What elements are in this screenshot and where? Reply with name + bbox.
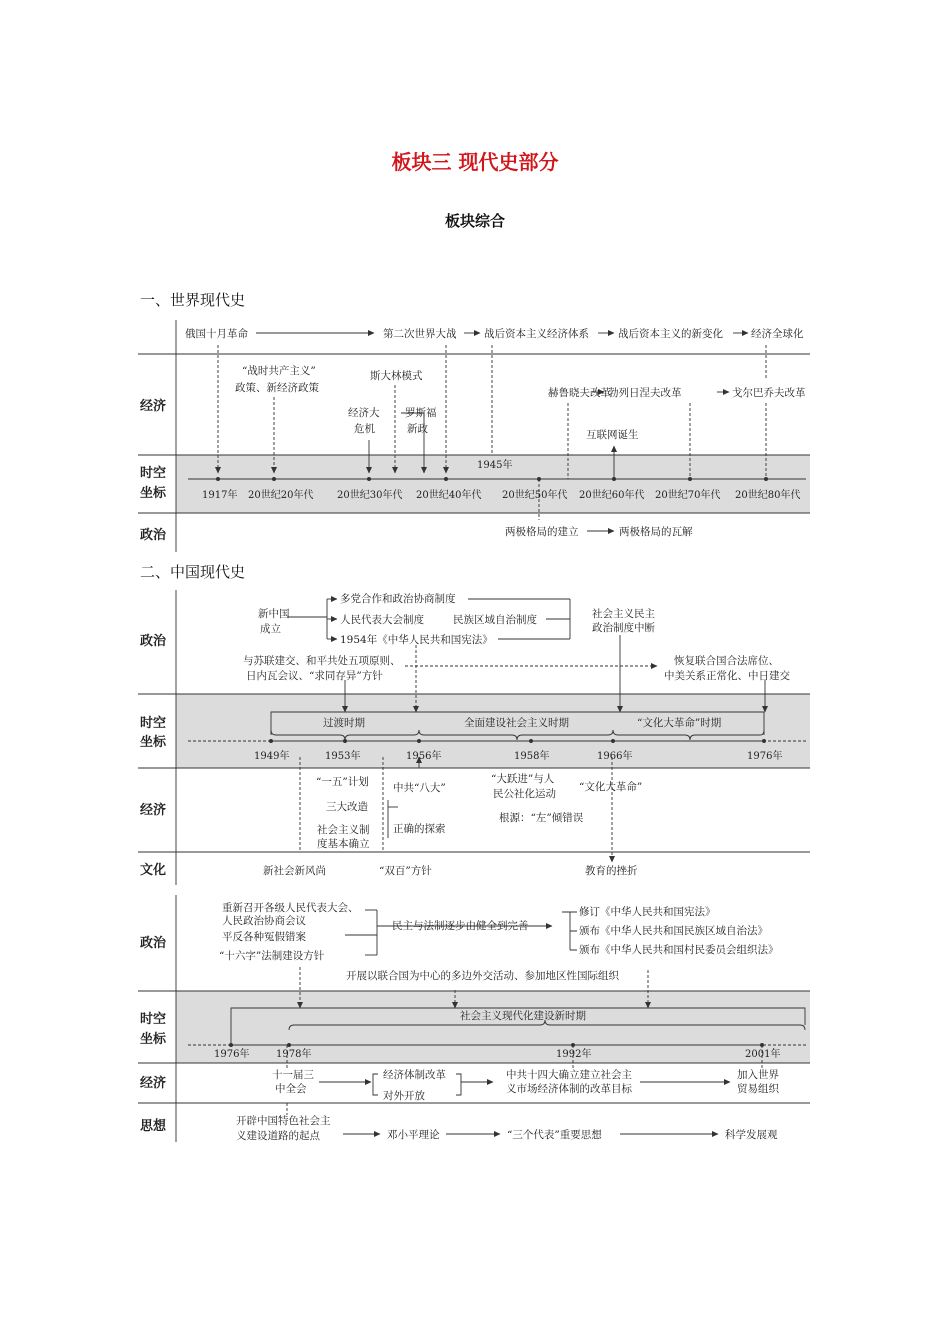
china1-row-politics: 政治 [140,634,167,649]
system-label: 1954年《中华人民共和国宪法》 [340,634,493,646]
year-label: 1917年 [202,490,238,501]
opening-label: 对外开放 [383,1090,425,1102]
chain-item: 战后资本主义经济体系 [484,328,589,340]
year-label: 20世纪80年代 [735,490,801,501]
system-label: 多党合作和政治协商制度 [340,593,456,605]
page-subtitle: 板块综合 [444,212,505,230]
year-label: 20世纪20年代 [248,490,314,501]
stalin-label: 斯大林模式 [370,370,423,382]
bipolar-label: 两极格局的瓦解 [619,526,693,538]
year-label: 1978年 [276,1049,312,1060]
reform-label: 赫鲁晓夫改革 [548,387,611,399]
reform-label: 戈尔巴乔夫改革 [732,387,806,399]
eighth-label: 中共“八大” [393,782,446,794]
page-title: 板块三 现代史部分 [391,150,559,174]
diplo-label: 日内瓦会议、“求同存异”方针 [246,670,383,682]
law-label: 颁布《中华人民共和国民族区域自治法》 [579,925,768,937]
chain-item: 俄国十月革命 [185,328,248,340]
plenum-label: 中全会 [275,1083,307,1095]
founding-label: 成立 [260,623,281,635]
year-label: 1953年 [325,751,361,762]
econreform-label: 经济体制改革 [383,1069,446,1081]
year-label: 20世纪40年代 [416,490,482,501]
wartime-label: “战时共产主义” [242,365,316,377]
law-label: 修订《中华人民共和国宪法》 [579,906,716,918]
leap-label: “大跃进”与人 [491,773,555,785]
china2-row-economy: 经济 [140,1076,167,1091]
fourteenth-label: 中共十四大确立建立社会主 [506,1069,632,1081]
restore-label: 中美关系正常化、中日建交 [664,670,790,682]
founding-label: 新中国 [258,608,290,620]
year-label: 20世纪70年代 [655,490,721,501]
sixteen-label: “十六字”法制建设方针 [219,950,325,962]
edu-label: 教育的挫折 [585,865,638,877]
china1-row-time-2: 坐标 [140,735,167,750]
year-label: 20世纪30年代 [337,490,403,501]
reform-label: 勃列日涅夫改革 [608,387,682,399]
theory-label: 邓小平理论 [387,1129,440,1141]
cultrev-label: “文化大革命” [579,781,643,793]
crisis-label: 危机 [354,423,375,435]
transform-label: 三大改造 [326,801,368,813]
period-label: “文化大革命”时期 [637,717,722,729]
china2-row-time-1: 时空 [140,1012,167,1027]
leap-label: 民公社化运动 [493,788,556,800]
system-label: 人民代表大会制度 [340,614,424,626]
fourteenth-label: 义市场经济体制的改革目标 [506,1083,632,1095]
start-label: 开辟中国特色社会主 [236,1115,331,1127]
section-china-heading: 二、中国现代史 [140,563,246,581]
world-diagram [138,320,810,552]
year-1945: 1945年 [477,460,513,471]
interrupt-label: 政治制度中断 [592,622,655,634]
fiveyear-label: “一五”计划 [316,776,369,788]
interrupt-label: 社会主义民主 [592,608,655,620]
chain-item: 第二次世界大战 [383,328,457,340]
year-label: 1956年 [406,751,442,762]
world-row-time-2: 坐标 [140,486,167,501]
year-label: 1976年 [214,1049,250,1060]
chain-item: 经济全球化 [751,328,804,340]
basic-label: 度基本确立 [317,838,370,850]
leftist-label: 根源：“左”倾错误 [499,812,584,824]
year-label: 20世纪60年代 [579,490,645,501]
basic-label: 社会主义制 [317,824,370,836]
year-label: 1992年 [556,1049,592,1060]
newdeal-label: 罗斯福 [405,407,437,419]
crisis-label: 经济大 [348,407,380,419]
newdeal-label: 新政 [407,423,428,435]
theory-label: 科学发展观 [725,1129,778,1141]
year-label: 2001年 [745,1049,781,1060]
law-label: 颁布《中华人民共和国村民委员会组织法》 [579,944,779,956]
restore-label: 恢复联合国合法席位、 [674,655,779,667]
start-label: 义建设道路的起点 [236,1130,320,1142]
bipolar-label: 两极格局的建立 [505,526,579,538]
internet-label: 互联网诞生 [586,429,639,441]
redress-label: 平反各种冤假错案 [222,931,306,943]
china2-row-time-2: 坐标 [140,1032,167,1047]
year-label: 1966年 [597,751,633,762]
reconvene-label: 重新召开各级人民代表大会、 [222,902,359,914]
china2-row-politics: 政治 [140,936,167,951]
wto-label: 加入世界 [737,1069,779,1081]
year-label: 20世纪50年代 [502,490,568,501]
year-label: 1958年 [514,751,550,762]
wto-label: 贸易组织 [737,1083,779,1095]
section-world-heading: 一、世界现代史 [140,291,246,309]
year-label: 1976年 [747,751,783,762]
newera-label: 社会主义现代化建设新时期 [460,1010,586,1022]
china1-row-time-1: 时空 [140,716,167,731]
year-label: 1949年 [254,751,290,762]
shuangbai-label: “双百”方针 [379,865,432,877]
plenum-label: 十一届三 [272,1069,314,1081]
wartime-label: 政策、新经济政策 [235,382,319,394]
world-row-politics: 政治 [140,528,167,543]
explore-label: 正确的探索 [393,823,446,835]
theory-label: “三个代表”重要思想 [507,1129,602,1141]
system-label: 民族区域自治制度 [453,614,537,626]
un-diplo-label: 开展以联合国为中心的多边外交活动、参加地区性国际组织 [346,970,619,982]
china1-row-culture: 文化 [140,863,167,878]
period-label: 全面建设社会主义时期 [464,717,569,729]
legal-label: 民主与法制逐步由健全到完善 [392,920,529,932]
world-row-time-1: 时空 [140,466,167,481]
newstyle-label: 新社会新风尚 [263,865,326,877]
world-row-economy: 经济 [140,399,167,414]
china2-row-thought: 思想 [140,1119,167,1134]
diplo-label: 与苏联建交、和平共处五项原则、 [243,655,401,667]
period-label: 过渡时期 [323,717,365,729]
chain-item: 战后资本主义的新变化 [618,328,723,340]
reconvene-label: 人民政治协商会议 [222,915,306,927]
china1-row-economy: 经济 [140,803,167,818]
